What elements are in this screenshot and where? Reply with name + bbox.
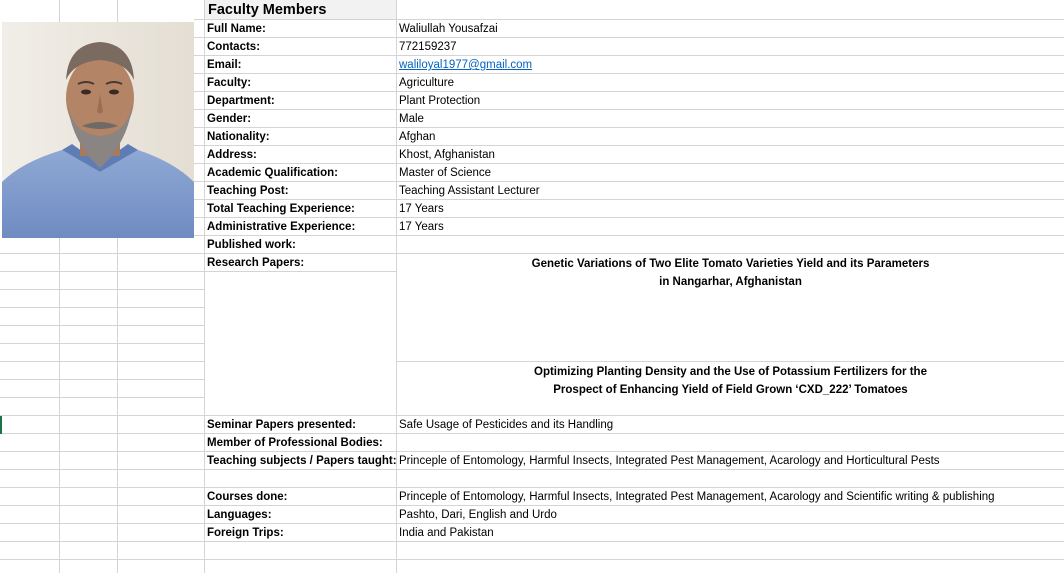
row-divider [194, 145, 204, 146]
field-label: Teaching Post: [207, 185, 289, 197]
field-label: Teaching subjects / Papers taught: [207, 455, 397, 467]
field-value: Plant Protection [399, 95, 481, 107]
row-divider [397, 145, 1064, 146]
field-value: Safe Usage of Pesticides and its Handling [399, 419, 614, 431]
row-divider [0, 523, 204, 524]
page-title: Faculty Members [208, 2, 327, 18]
field-value: Pashto, Dari, English and Urdo [399, 509, 557, 521]
row-divider [194, 181, 204, 182]
row-divider [0, 487, 204, 488]
email-link[interactable]: waliloyal1977@gmail.com [399, 59, 533, 71]
row-divider [397, 235, 1064, 236]
field-label: Email: [207, 59, 242, 71]
row-divider [0, 289, 204, 290]
field-label: Gender: [207, 113, 252, 125]
field-label: Seminar Papers presented: [207, 419, 356, 431]
row-divider [194, 199, 204, 200]
row-selection-marker [0, 416, 2, 434]
row-divider [194, 73, 204, 74]
field-value: Male [399, 113, 424, 125]
row-divider [194, 127, 204, 128]
field-value: Waliullah Yousafzai [399, 23, 498, 35]
row-divider [0, 451, 204, 452]
field-value: 17 Years [399, 221, 444, 233]
field-label: Foreign Trips: [207, 527, 284, 539]
field-label: Member of Professional Bodies: [207, 437, 383, 449]
row-divider [397, 217, 1064, 218]
paper-2-line-2: Prospect of Enhancing Yield of Field Grown ‘CXD_222’ Tomatoes [553, 384, 908, 396]
row-divider [194, 217, 204, 218]
row-divider [397, 163, 1064, 164]
field-label: Nationality: [207, 131, 270, 143]
row-divider [205, 559, 396, 560]
research-paper-1 [397, 255, 1064, 291]
row-divider [0, 505, 204, 506]
row-divider [194, 37, 204, 38]
row-divider [397, 559, 1064, 560]
row-divider [194, 163, 204, 164]
paper-1-line-1: Genetic Variations of Two Elite Tomato Varieties Yield and its Parameters [531, 258, 930, 270]
row-divider [0, 559, 204, 560]
field-value: Agriculture [399, 77, 454, 89]
row-divider [0, 307, 204, 308]
row-divider [0, 397, 204, 398]
faculty-photo [2, 22, 194, 238]
field-value: India and Pakistan [399, 527, 494, 539]
row-divider [194, 91, 204, 92]
row-divider [397, 361, 1064, 362]
row-divider [397, 127, 1064, 128]
row-divider [0, 379, 204, 380]
row-divider [0, 253, 204, 254]
row-divider [194, 19, 204, 20]
field-label: Address: [207, 149, 257, 161]
paper-2-line-1: Optimizing Planting Density and the Use of Potassium Fertilizers for the [534, 366, 927, 378]
row-divider [0, 433, 204, 434]
row-divider [0, 415, 204, 416]
row-divider [0, 271, 204, 272]
row-divider [397, 91, 1064, 92]
row-divider [194, 55, 204, 56]
field-label: Languages: [207, 509, 272, 521]
field-label: Research Papers: [207, 257, 305, 269]
paper-1-line-2: in Nangarhar, Afghanistan [659, 276, 802, 288]
field-value: Afghan [399, 131, 436, 143]
research-paper-2 [397, 363, 1064, 399]
field-label: Courses done: [207, 491, 288, 503]
row-divider [0, 469, 204, 470]
field-label: Full Name: [207, 23, 266, 35]
field-value: Khost, Afghanistan [399, 149, 495, 161]
row-divider [397, 253, 1064, 254]
row-divider [194, 235, 204, 236]
portrait-image [2, 22, 194, 238]
field-label: Published work: [207, 239, 296, 251]
row-divider [0, 343, 204, 344]
field-value: 17 Years [399, 203, 444, 215]
field-value: Princeple of Entomology, Harmful Insects, Integrated Pest Management, Acarology and Scientific writing & publishing [399, 491, 995, 503]
row-divider [397, 109, 1064, 110]
row-divider [0, 541, 204, 542]
field-label: Total Teaching Experience: [207, 203, 355, 215]
row-divider [0, 325, 204, 326]
row-divider [397, 541, 1064, 542]
row-divider [194, 109, 204, 110]
field-value: 772159237 [399, 41, 457, 53]
field-value: Princeple of Entomology, Harmful Insects, Integrated Pest Management, Acarology and Horticultural Pests [399, 455, 940, 467]
field-label: Department: [207, 95, 275, 107]
field-label: Contacts: [207, 41, 261, 53]
field-value: Teaching Assistant Lecturer [399, 185, 540, 197]
field-value [399, 56, 532, 74]
field-value: Master of Science [399, 167, 492, 179]
row-divider [0, 361, 204, 362]
field-label: Academic Qualification: [207, 167, 339, 179]
field-label: Faculty: [207, 77, 252, 89]
field-label: Administrative Experience: [207, 221, 356, 233]
